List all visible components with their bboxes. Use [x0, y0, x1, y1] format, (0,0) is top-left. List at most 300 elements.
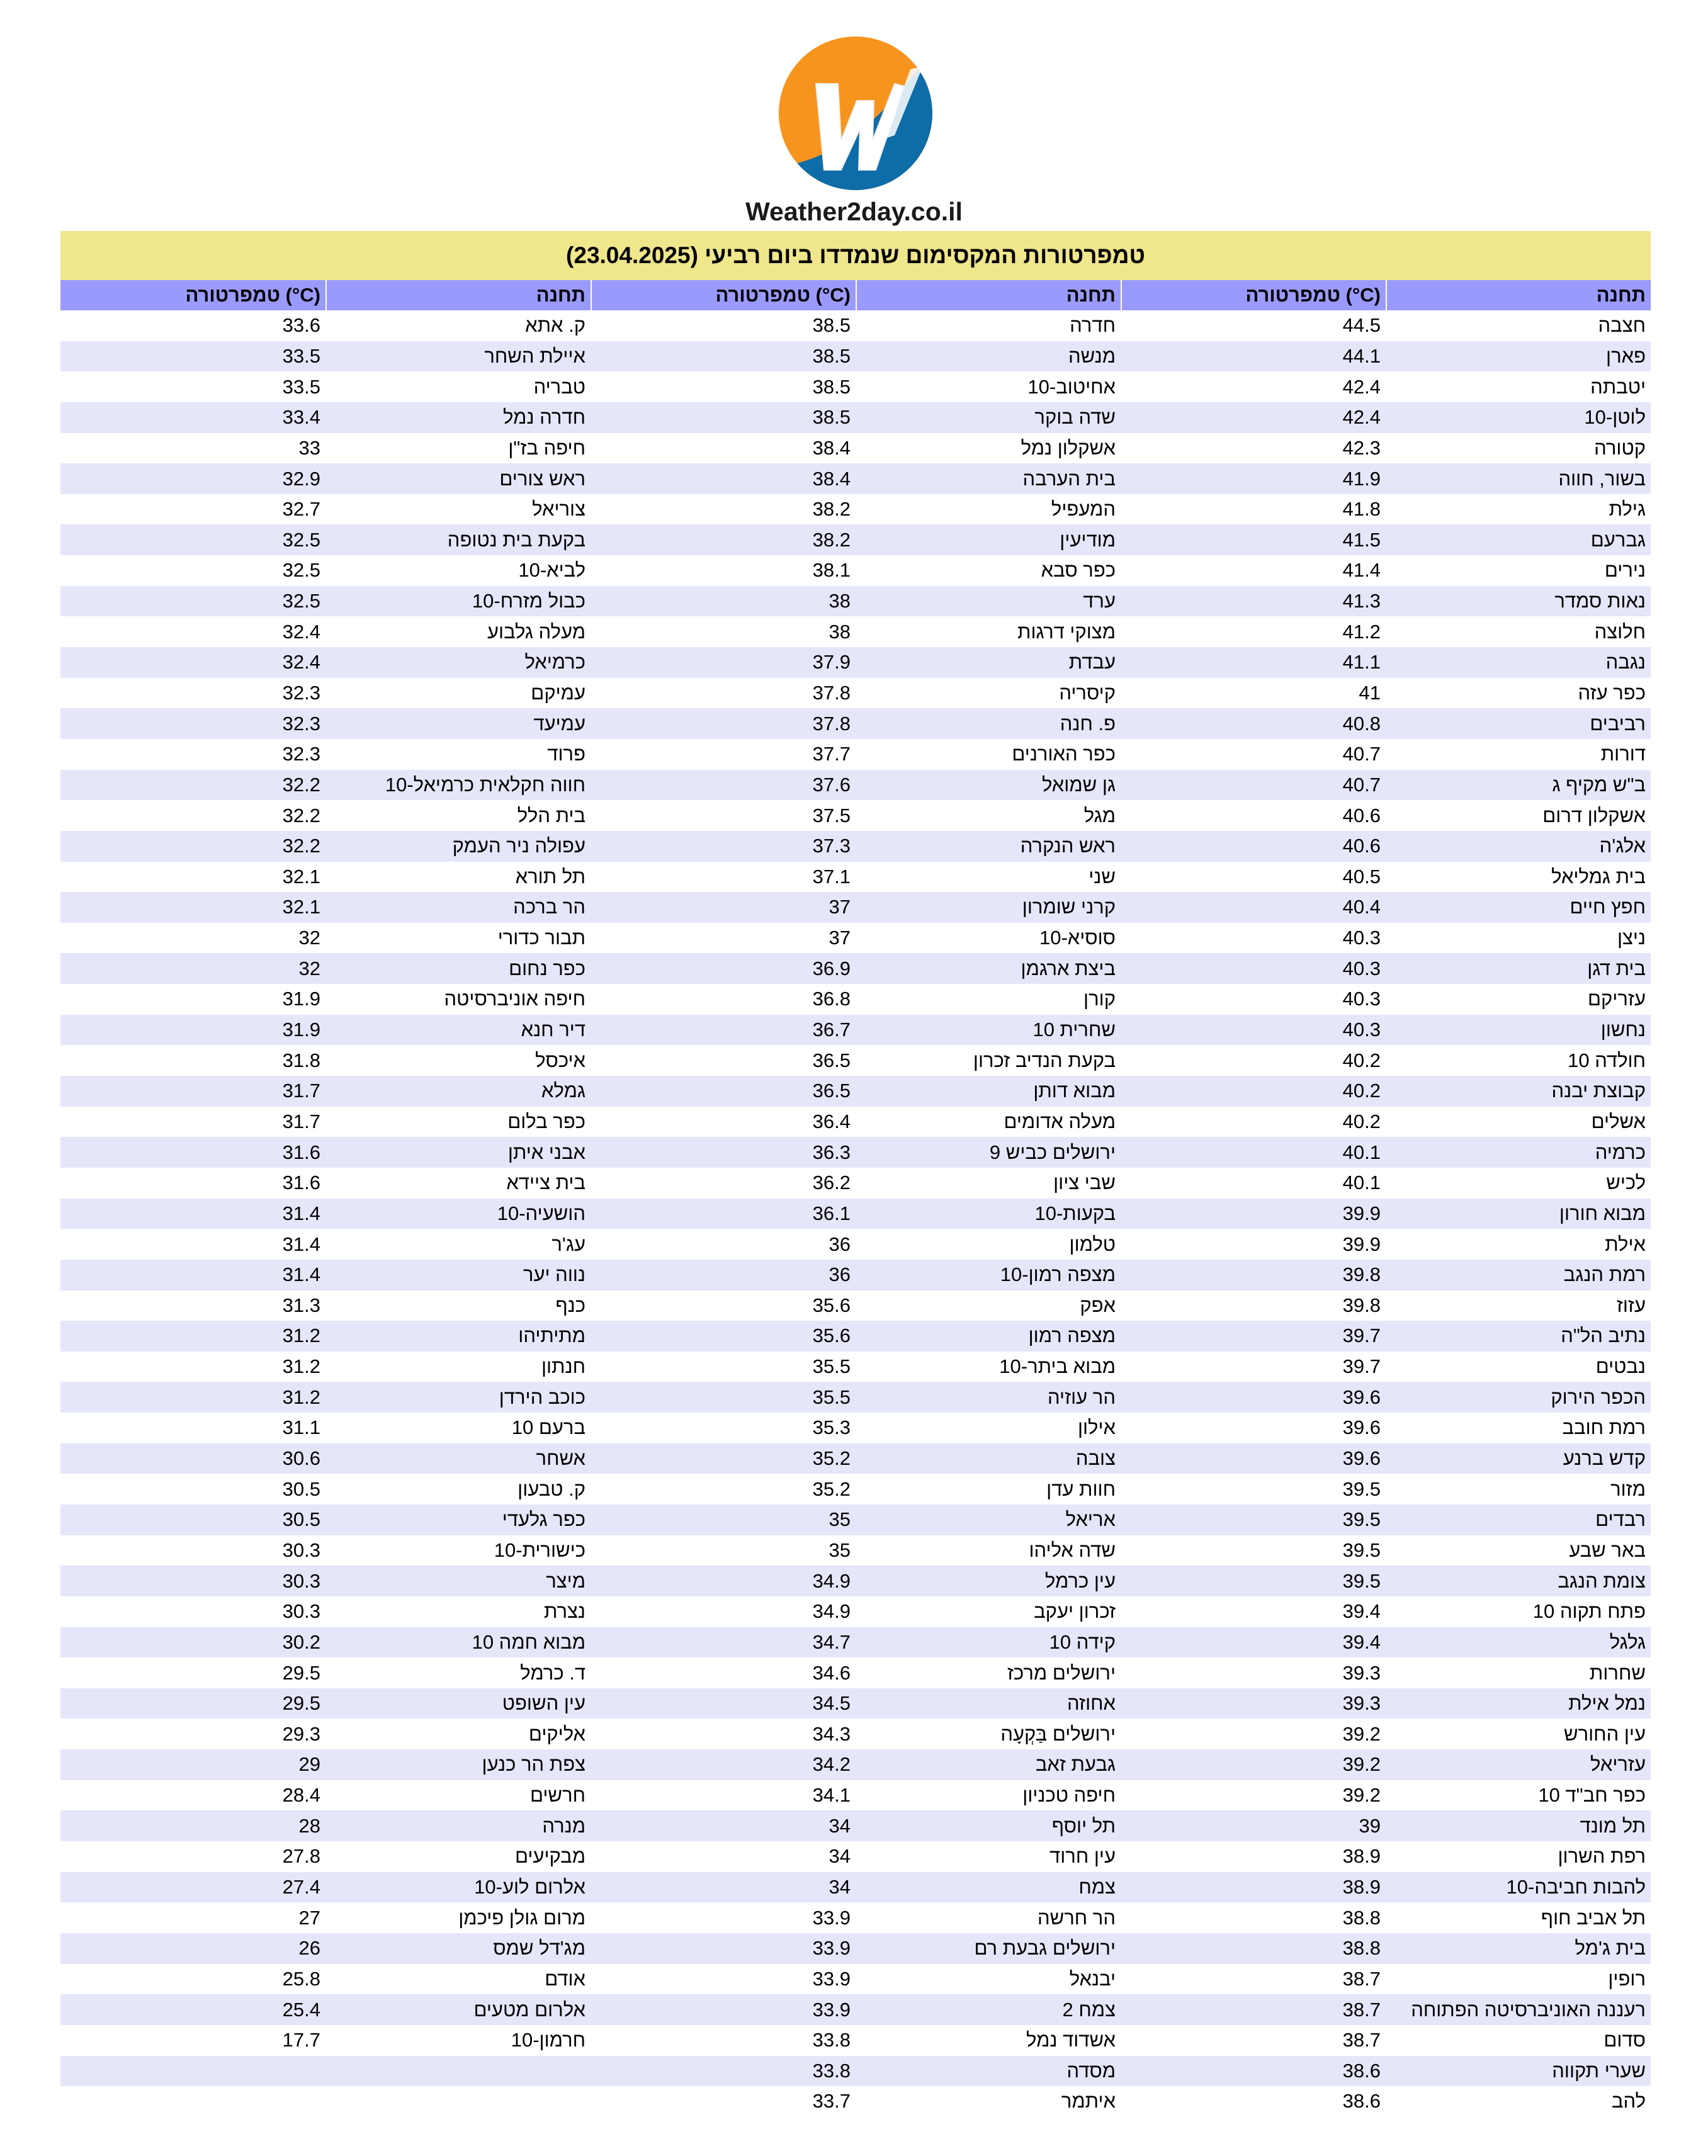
temperature-cell — [60, 953, 325, 984]
temperature-cell — [60, 1841, 325, 1872]
temperature-cell — [1121, 402, 1386, 433]
temperature-value: 36.4 — [812, 1110, 851, 1132]
temperature-cell — [60, 1719, 325, 1749]
station-cell: עין כרמל — [1044, 1569, 1116, 1592]
station-cell: חיפה טכניון — [1022, 1784, 1116, 1807]
station-cell: עין החורש — [1563, 1722, 1646, 1745]
temperature-value: 39.8 — [1342, 1263, 1381, 1286]
temperature-value: 40.6 — [1342, 804, 1381, 827]
temperature-value: 39.2 — [1342, 1753, 1381, 1776]
station-cell: לכיש — [1606, 1171, 1646, 1194]
temperature-value: 37.7 — [812, 743, 851, 765]
temperature-cell — [591, 1688, 856, 1719]
station-cell: מבקיעים — [514, 1845, 585, 1868]
temperature-value: 29 — [298, 1753, 320, 1776]
temperature-cell — [591, 310, 856, 341]
temperature-cell — [60, 831, 325, 862]
table-row — [60, 341, 1651, 372]
table-row — [60, 647, 1651, 678]
temperature-cell — [1121, 1719, 1386, 1749]
temperature-cell — [591, 984, 856, 1015]
table-row — [60, 433, 1651, 464]
station-cell: עזריקם — [1588, 988, 1646, 1010]
station-cell: גלגל — [1609, 1630, 1646, 1653]
temperature-cell — [60, 1260, 325, 1290]
temperature-cell — [1121, 770, 1386, 801]
station-cell: בית ציידא — [506, 1171, 585, 1194]
table-row — [60, 1443, 1651, 1474]
temperature-cell — [60, 310, 325, 341]
temperature-cell — [1121, 586, 1386, 617]
temperature-value: 31.9 — [282, 988, 320, 1010]
temperature-cell — [1121, 708, 1386, 739]
station-cell: שדה בוקר — [1034, 406, 1116, 429]
temperature-value: 39.7 — [1342, 1324, 1381, 1347]
temperature-value: 32.4 — [282, 620, 320, 643]
temperature-value: 40.4 — [1342, 896, 1381, 918]
temperature-cell — [1121, 524, 1386, 555]
temperature-value: 33.5 — [282, 344, 320, 367]
station-cell: רבדים — [1595, 1508, 1646, 1531]
temperature-cell — [1121, 1627, 1386, 1658]
station-cell: קרני שומרון — [1022, 896, 1116, 918]
station-cell: כרמיה — [1595, 1141, 1646, 1163]
temperature-value: 37.6 — [812, 773, 851, 796]
station-cell: בית הערבה — [1022, 467, 1116, 490]
temperature-value: 36.7 — [812, 1019, 851, 1041]
temperature-cell — [1121, 1566, 1386, 1596]
header-temperature-3: טמפרטורה (°C) — [185, 284, 320, 306]
temperature-cell — [60, 1352, 325, 1382]
temperature-cell — [591, 1627, 856, 1658]
table-row — [60, 494, 1651, 525]
station-cell: שחרית 10 — [1032, 1019, 1116, 1041]
temperature-cell — [60, 616, 325, 647]
table-row — [60, 1994, 1651, 2025]
station-cell: הושעיה-10 — [497, 1202, 585, 1224]
temperature-value: 34.1 — [812, 1784, 851, 1807]
table-row — [60, 1352, 1651, 1382]
station-cell: צוריאל — [532, 498, 585, 521]
station-cell: אשדוד נמל — [1026, 2029, 1116, 2052]
table-row — [60, 1627, 1651, 1658]
temperature-cell — [1121, 616, 1386, 647]
temperature-value: 40.3 — [1342, 1019, 1381, 1041]
temperature-value: 40.1 — [1342, 1141, 1381, 1163]
temperature-value: 34.9 — [812, 1569, 851, 1592]
table-row — [60, 1413, 1651, 1443]
temperature-value: 40.1 — [1342, 1171, 1381, 1194]
temperature-value: 27 — [298, 1906, 320, 1929]
station-cell: עפולה ניר העמק — [452, 835, 585, 857]
temperature-cell — [60, 2025, 325, 2056]
temperature-value: 38.4 — [812, 467, 851, 490]
temperature-value: 37.3 — [812, 835, 851, 857]
table-row — [60, 739, 1651, 770]
table-row — [60, 1107, 1651, 1137]
temperature-cell — [60, 708, 325, 739]
temperature-value: 38.5 — [812, 314, 851, 337]
temperature-cell — [1121, 1902, 1386, 1933]
weather2day-logo-icon[interactable] — [778, 35, 933, 192]
temperature-cell — [591, 1015, 856, 1046]
table-row — [60, 1229, 1651, 1260]
temperature-cell — [60, 1474, 325, 1504]
station-cell: פארן — [1606, 344, 1646, 367]
temperature-table — [60, 231, 1651, 2117]
temperature-cell — [591, 1474, 856, 1504]
station-cell: חרשים — [529, 1784, 585, 1807]
station-cell: מתיתיהו — [518, 1324, 585, 1347]
table-row — [60, 892, 1651, 923]
station-cell: חצבה — [1598, 314, 1646, 337]
temperature-value: 35.6 — [812, 1324, 851, 1347]
station-cell: מרום גולן פיכמן — [458, 1906, 585, 1929]
temperature-cell — [60, 494, 325, 525]
temperature-value: 31.1 — [282, 1416, 320, 1439]
temperature-value: 32.5 — [282, 590, 320, 612]
table-row — [60, 1504, 1651, 1535]
temperature-cell — [60, 433, 325, 464]
temperature-cell — [60, 1810, 325, 1841]
station-cell: טבריה — [533, 375, 585, 398]
temperature-value: 34.9 — [812, 1600, 851, 1623]
temperature-value: 39.4 — [1342, 1630, 1381, 1653]
station-cell: הר חרשה — [1037, 1906, 1116, 1929]
temperature-cell — [591, 1045, 856, 1076]
station-cell: רעננה האוניברסיטה הפתוחה — [1411, 1998, 1646, 2021]
station-cell: עמיקם — [531, 682, 585, 704]
temperature-cell — [591, 341, 856, 372]
table-row — [60, 1657, 1651, 1688]
temperature-cell — [591, 923, 856, 954]
station-cell: אילת — [1605, 1233, 1646, 1255]
temperature-value: 32.4 — [282, 651, 320, 674]
temperature-value: 37.8 — [812, 682, 851, 704]
temperature-value: 30.3 — [282, 1569, 320, 1592]
station-cell: גן שמואל — [1041, 773, 1116, 796]
temperature-cell — [1121, 2056, 1386, 2087]
temperature-value: 39.5 — [1342, 1477, 1381, 1500]
temperature-value: 34 — [829, 1814, 851, 1837]
temperature-value: 39.3 — [1342, 1661, 1381, 1684]
temperature-value: 39.8 — [1342, 1294, 1381, 1316]
temperature-value: 30.3 — [282, 1538, 320, 1561]
temperature-cell — [591, 463, 856, 494]
temperature-value: 31.2 — [282, 1355, 320, 1378]
temperature-cell — [1121, 1964, 1386, 1995]
temperature-value: 41.5 — [1342, 528, 1381, 551]
table-row — [60, 402, 1651, 433]
temperature-value: 39.6 — [1342, 1416, 1381, 1439]
temperature-value: 37.1 — [812, 865, 851, 888]
station-cell: חווה חקלאית כרמיאל-10 — [385, 773, 585, 796]
temperature-cell — [1121, 1290, 1386, 1321]
temperature-value: 30.3 — [282, 1600, 320, 1623]
temperature-cell — [591, 433, 856, 464]
temperature-value: 33.6 — [282, 314, 320, 337]
temperature-value: 33.9 — [812, 1998, 851, 2021]
station-cell: צובה — [1075, 1447, 1116, 1470]
station-cell: אלרום מטעים — [473, 1998, 585, 2021]
temperature-cell — [1121, 1780, 1386, 1811]
table-row — [60, 616, 1651, 647]
station-cell: עזוז — [1616, 1294, 1646, 1316]
station-cell: שבי ציון — [1053, 1171, 1116, 1194]
station-cell: יטבתה — [1590, 375, 1646, 398]
station-cell: סדום — [1603, 2029, 1646, 2052]
temperature-cell — [591, 1841, 856, 1872]
table-row — [60, 953, 1651, 984]
table-row — [60, 524, 1651, 555]
temperature-value: 32.3 — [282, 712, 320, 735]
temperature-value: 38.6 — [1342, 2090, 1381, 2113]
temperature-cell — [1121, 1994, 1386, 2025]
temperature-cell — [1121, 831, 1386, 862]
temperature-value: 38.9 — [1342, 1875, 1381, 1898]
station-cell: אלרום לוע-10 — [474, 1875, 585, 1898]
station-cell: תבור כדורי — [497, 927, 585, 949]
temperature-value: 35.5 — [812, 1386, 851, 1408]
station-cell: בית ג'מל — [1575, 1937, 1646, 1960]
table-row — [60, 678, 1651, 709]
temperature-cell — [60, 739, 325, 770]
temperature-value: 36.1 — [812, 1202, 851, 1224]
temperature-cell — [60, 1413, 325, 1443]
temperature-value: 41.2 — [1342, 620, 1381, 643]
table-row — [60, 1719, 1651, 1749]
temperature-cell — [60, 770, 325, 801]
temperature-value: 38.5 — [812, 344, 851, 367]
station-cell: מבוא חמה 10 — [472, 1630, 585, 1653]
station-cell: חיפה בז"ן — [508, 436, 585, 459]
temperature-cell — [60, 2056, 325, 2087]
station-cell: בקעות-10 — [1034, 1202, 1116, 1224]
site-name[interactable]: Weather2day.co.il — [745, 197, 963, 226]
station-cell: אליקים — [528, 1722, 585, 1745]
temperature-cell — [591, 1657, 856, 1688]
temperature-value: 40.7 — [1342, 743, 1381, 765]
station-cell: אבני איתן — [507, 1141, 585, 1163]
station-cell: ק. אתא — [525, 314, 585, 337]
temperature-cell — [60, 1045, 325, 1076]
temperature-cell — [60, 463, 325, 494]
temperature-cell — [591, 1076, 856, 1107]
temperature-cell — [1121, 1413, 1386, 1443]
temperature-cell — [591, 1596, 856, 1627]
temperature-value: 33 — [298, 436, 320, 459]
temperature-value: 31.7 — [282, 1080, 320, 1102]
temperature-cell — [591, 1443, 856, 1474]
station-cell: עבדת — [1068, 651, 1116, 674]
temperature-cell — [591, 1933, 856, 1964]
temperature-cell — [60, 1902, 325, 1933]
temperature-value: 36 — [829, 1233, 851, 1255]
temperature-cell — [60, 923, 325, 954]
temperature-cell — [60, 1566, 325, 1596]
station-cell: גילת — [1609, 498, 1646, 521]
table-row — [60, 1566, 1651, 1596]
station-cell: אשחר — [536, 1447, 585, 1470]
temperature-value: 40.6 — [1342, 835, 1381, 857]
temperature-value: 31.4 — [282, 1233, 320, 1255]
temperature-cell — [60, 1168, 325, 1199]
temperature-value: 38.6 — [1342, 2059, 1381, 2082]
table-body — [60, 310, 1651, 2117]
temperature-value: 39.5 — [1342, 1569, 1381, 1592]
temperature-value: 32.9 — [282, 467, 320, 490]
temperature-cell — [591, 1902, 856, 1933]
temperature-cell — [591, 2086, 856, 2117]
temperature-value: 34.2 — [812, 1753, 851, 1776]
temperature-cell — [591, 1872, 856, 1903]
temperature-value: 41.1 — [1342, 651, 1381, 674]
station-cell: צומת הנגב — [1558, 1569, 1646, 1592]
station-cell: ק. טבעון — [517, 1477, 585, 1500]
station-cell: עזריאל — [1590, 1753, 1646, 1776]
temperature-value: 33.8 — [812, 2029, 851, 2052]
temperature-value: 40.8 — [1342, 712, 1381, 735]
station-cell: גברעם — [1590, 528, 1646, 551]
table-row — [60, 1872, 1651, 1903]
header-station-3: תחנה — [325, 280, 591, 310]
temperature-cell — [60, 1443, 325, 1474]
station-cell: קבוצת יבנה — [1551, 1080, 1646, 1102]
station-cell: נצרת — [543, 1600, 585, 1623]
temperature-value: 35.6 — [812, 1294, 851, 1316]
temperature-value: 42.4 — [1342, 406, 1381, 429]
station-cell: אודם — [545, 1967, 585, 1990]
station-cell: לוטן-10 — [1584, 406, 1646, 429]
temperature-value: 32 — [298, 957, 320, 979]
temperature-cell — [60, 1076, 325, 1107]
station-cell: בית הלל — [517, 804, 585, 827]
station-cell: מעלה גלבוע — [487, 620, 585, 643]
temperature-value: 38.1 — [812, 559, 851, 582]
station-cell: נירים — [1604, 559, 1646, 582]
temperature-value: 34.5 — [812, 1692, 851, 1715]
temperature-value: 36.3 — [812, 1141, 851, 1163]
table-row — [60, 310, 1651, 341]
table-row — [60, 2056, 1651, 2087]
station-cell: אשקלון דרום — [1542, 804, 1646, 827]
table-row — [60, 1321, 1651, 1352]
station-cell: טלמון — [1069, 1233, 1116, 1255]
temperature-value: 44.1 — [1342, 344, 1381, 367]
temperature-cell — [60, 1627, 325, 1658]
temperature-cell — [1121, 494, 1386, 525]
station-cell: רפת השרון — [1558, 1845, 1646, 1868]
temperature-value: 35 — [829, 1508, 851, 1531]
temperature-value: 38.7 — [1342, 1967, 1381, 1990]
station-cell: מצפה רמון — [1028, 1324, 1116, 1347]
temperature-value: 35 — [829, 1538, 851, 1561]
temperature-cell — [1121, 463, 1386, 494]
temperature-value: 31.4 — [282, 1202, 320, 1224]
temperature-cell — [60, 524, 325, 555]
station-cell: מצפה רמון-10 — [1000, 1263, 1116, 1286]
table-row — [60, 555, 1651, 586]
station-cell: חנתון — [541, 1355, 585, 1378]
temperature-value: 42.4 — [1342, 375, 1381, 398]
temperature-cell — [60, 862, 325, 893]
station-cell: ירושלים בַּקְעָה — [1000, 1722, 1116, 1745]
temperature-value: 38.7 — [1342, 1998, 1381, 2021]
station-cell: כרמיאל — [524, 651, 585, 674]
station-cell: פתח תקוה 10 — [1532, 1600, 1646, 1623]
temperature-cell — [591, 1504, 856, 1535]
station-cell: סוסיא-10 — [1039, 927, 1116, 949]
temperature-cell — [591, 831, 856, 862]
temperature-value: 39.5 — [1342, 1508, 1381, 1531]
station-cell: תל מונד — [1580, 1814, 1646, 1837]
station-cell: נאות סמדר — [1554, 590, 1646, 612]
station-cell: כפר נחום — [509, 957, 585, 979]
temperature-cell — [1121, 892, 1386, 923]
station-cell: עין השופט — [502, 1692, 585, 1715]
station-cell: רמת חובב — [1562, 1416, 1646, 1439]
station-cell: קורן — [1083, 988, 1116, 1010]
temperature-cell — [1121, 1872, 1386, 1903]
temperature-cell — [591, 862, 856, 893]
station-cell: להבות חביבה-10 — [1506, 1875, 1646, 1898]
temperature-cell — [1121, 1168, 1386, 1199]
temperature-cell — [1121, 1045, 1386, 1076]
station-cell: יבנאל — [1069, 1967, 1116, 1990]
temperature-value: 34.7 — [812, 1630, 851, 1653]
temperature-value: 39.5 — [1342, 1538, 1381, 1561]
temperature-value: 31.6 — [282, 1171, 320, 1194]
station-cell: אילון — [1077, 1416, 1116, 1439]
temperature-cell — [60, 1749, 325, 1780]
temperature-cell — [60, 647, 325, 678]
temperature-value: 33.8 — [812, 2059, 851, 2082]
temperature-cell — [60, 1994, 325, 2025]
temperature-cell — [1121, 1107, 1386, 1137]
station-cell: כפר עזה — [1578, 682, 1646, 704]
station-cell: כפר גלעדי — [502, 1508, 585, 1531]
temperature-cell — [1121, 1443, 1386, 1474]
station-cell: בקעת הנדיב זכרון — [973, 1049, 1116, 1071]
temperature-value: 38.5 — [812, 406, 851, 429]
temperature-cell — [60, 1933, 325, 1964]
temperature-cell — [1121, 1933, 1386, 1964]
temperature-value: 32.2 — [282, 804, 320, 827]
table-row — [60, 1137, 1651, 1168]
temperature-value: 30.2 — [282, 1630, 320, 1653]
temperature-value: 39.7 — [1342, 1355, 1381, 1378]
temperature-cell — [591, 1535, 856, 1566]
station-cell: בקעת בית נטופה — [447, 528, 585, 551]
temperature-value: 34 — [829, 1845, 851, 1868]
station-cell: מסדה — [1066, 2059, 1116, 2082]
table-header-row — [60, 280, 1651, 310]
station-cell: איתמר — [1061, 2090, 1116, 2113]
temperature-value: 30.6 — [282, 1447, 320, 1470]
temperature-value: 37 — [829, 927, 851, 949]
table-row — [60, 1168, 1651, 1199]
temperature-value: 36.5 — [812, 1080, 851, 1102]
temperature-cell — [591, 1413, 856, 1443]
table-row — [60, 1902, 1651, 1933]
temperature-value: 36.8 — [812, 988, 851, 1010]
header-temperature-2: טמפרטורה (°C) — [591, 280, 856, 310]
temperature-value: 36.2 — [812, 1171, 851, 1194]
temperature-cell — [60, 1657, 325, 1688]
station-cell: פרוד — [547, 743, 585, 765]
temperature-cell — [591, 1994, 856, 2025]
temperature-cell — [1121, 1841, 1386, 1872]
